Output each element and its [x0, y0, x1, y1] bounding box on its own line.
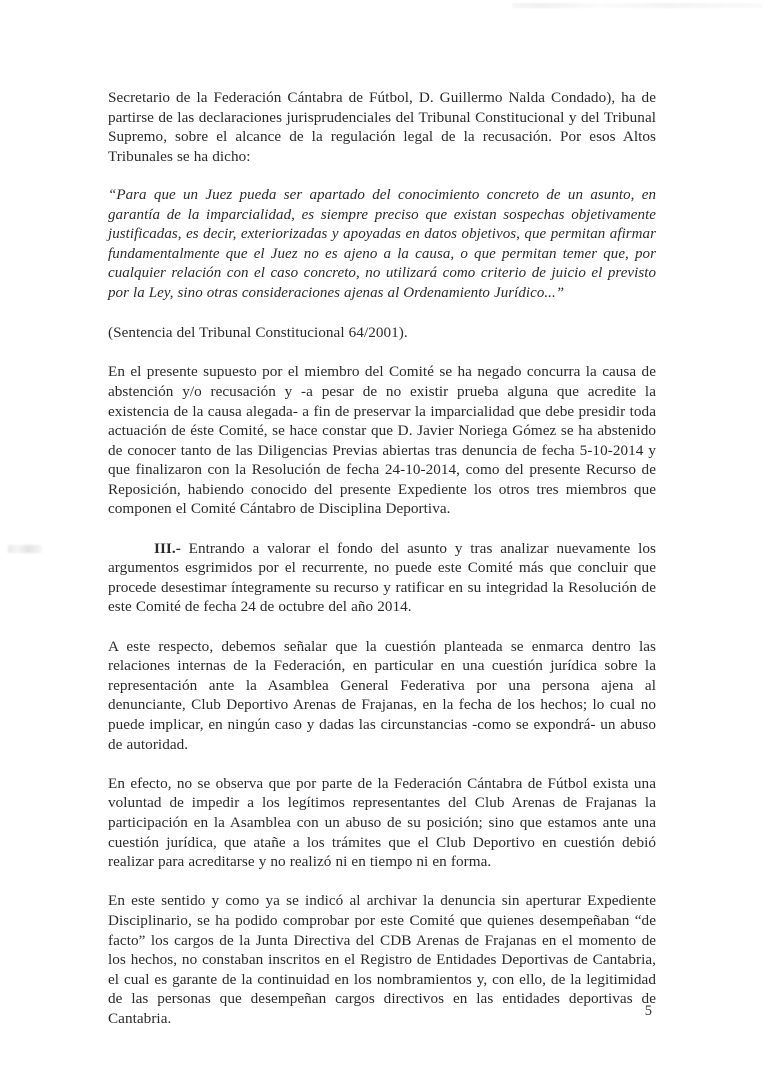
blockquote-tribunal-constitucional: “Para que un Juez pueda ser apartado del conocimiento concreto de un asunto, en garantía de la imparcialidad, es siempre preciso que existan sospechas objetivamente justificadas, es decir, exteriorizadas y apoyadas en datos objetivos, que permitan afirmar fundamentalmente que el Juez no es ajeno a la causa, o que permitan temer que, por cualquier relación con el caso concreto, no utilizará como criterio de juicio el previsto por la Ley, sino otras consideraciones ajenas al Ordenamiento Jurídico...” — [108, 186, 656, 301]
paragraph-en-efecto: En efecto, no se observa que por parte de la Federación Cántabra de Fútbol exista una voluntad de impedir a los legítimos representantes del Club Arenas de Frajanas la participación en la Asamblea con un abuso de su posición; sino que estamos ante una cuestión jurídica, que atañe a los trámites que el Club Deportivo en cuestión debió realizar para acreditarse y no realizó ni en tiempo ni en forma. — [108, 774, 656, 871]
citation-sentencia-reference: (Sentencia del Tribunal Constitucional 64/2001). — [108, 324, 408, 342]
paragraph-section-three — [108, 539, 656, 617]
section-number-three: III.- — [154, 539, 181, 557]
page-number: 5 — [644, 1003, 652, 1019]
document-text-body — [108, 88, 656, 1029]
paragraph-relaciones-internas: A este respecto, debemos señalar que la cuestión planteada se enmarca dentro las relaciones internas de la Federación, en particular en una cuestión jurídica sobre la representación ante la Asamblea General Federativa por una persona ajena al denunciante, Club Deportivo Arenas de Frajanas, en la fecha de los hechos; lo cual no puede implicar, en ningún caso y dadas las circunstancias -como se expondrá- un abuso de autoridad. — [108, 637, 656, 753]
section-three-body-text: Entrando a valorar el fondo del asunto y tras analizar nuevamente los argumentos esgrimidos por el recurrente, no puede este Comité más que concluir que procede desestimar íntegramente su recurso y ratificar en su integridad la Resolución de este Comité de fecha 24 de octubre del año 2014. — [108, 539, 656, 616]
paragraph-registro-entidades: En este sentido y como ya se indicó al archivar la denuncia sin aperturar Expediente Disciplinario, se ha podido comprobar por este Comité que quienes desempeñaban “de facto” los cargos de la Junta Directiva del CDB Arenas de Frajanas en el momento de los hechos, no constaban inscritos en el Registro de Entidades Deportivas de Cantabria, el cual es garante de la continuidad en los nombramientos y, con ello, de la legitimidad de las personas que desempeñan cargos directivos en las entidades deportivas de Cantabria. — [108, 892, 656, 1027]
scan-artifact-top-edge — [512, 3, 762, 8]
scan-artifact-left-margin — [8, 545, 42, 553]
paragraph-abstencion-recusacion: En el presente supuesto por el miembro del Comité se ha negado concurra la causa de abstención y/o recusación y -a pesar de no existir prueba alguna que acredite la existencia de la causa alegada- a fin de preservar la imparcialidad que debe presidir toda actuación de éste Comité, se hace constar que D. Javier Noriega Gómez se ha abstenido de conocer tanto de las Diligencias Previas abiertas tras denuncia de fecha 5-10-2014 y que finalizaron con la Resolución de fecha 24-10-2014, como del presente Recurso de Reposición, habiendo conocido del presente Expediente los otros tres miembros que componen el Comité Cántabro de Disciplina Deportiva. — [108, 363, 656, 518]
paragraph-continuation-secretario: Secretario de la Federación Cántabra de Fútbol, D. Guillermo Nalda Condado), ha de partirse de las declaraciones jurisprudenciales del Tribunal Constitucional y del Tribunal Supremo, sobre el alcance de la regulación legal de la recusación. Por esos Altos Tribunales se ha dicho: — [108, 89, 656, 165]
